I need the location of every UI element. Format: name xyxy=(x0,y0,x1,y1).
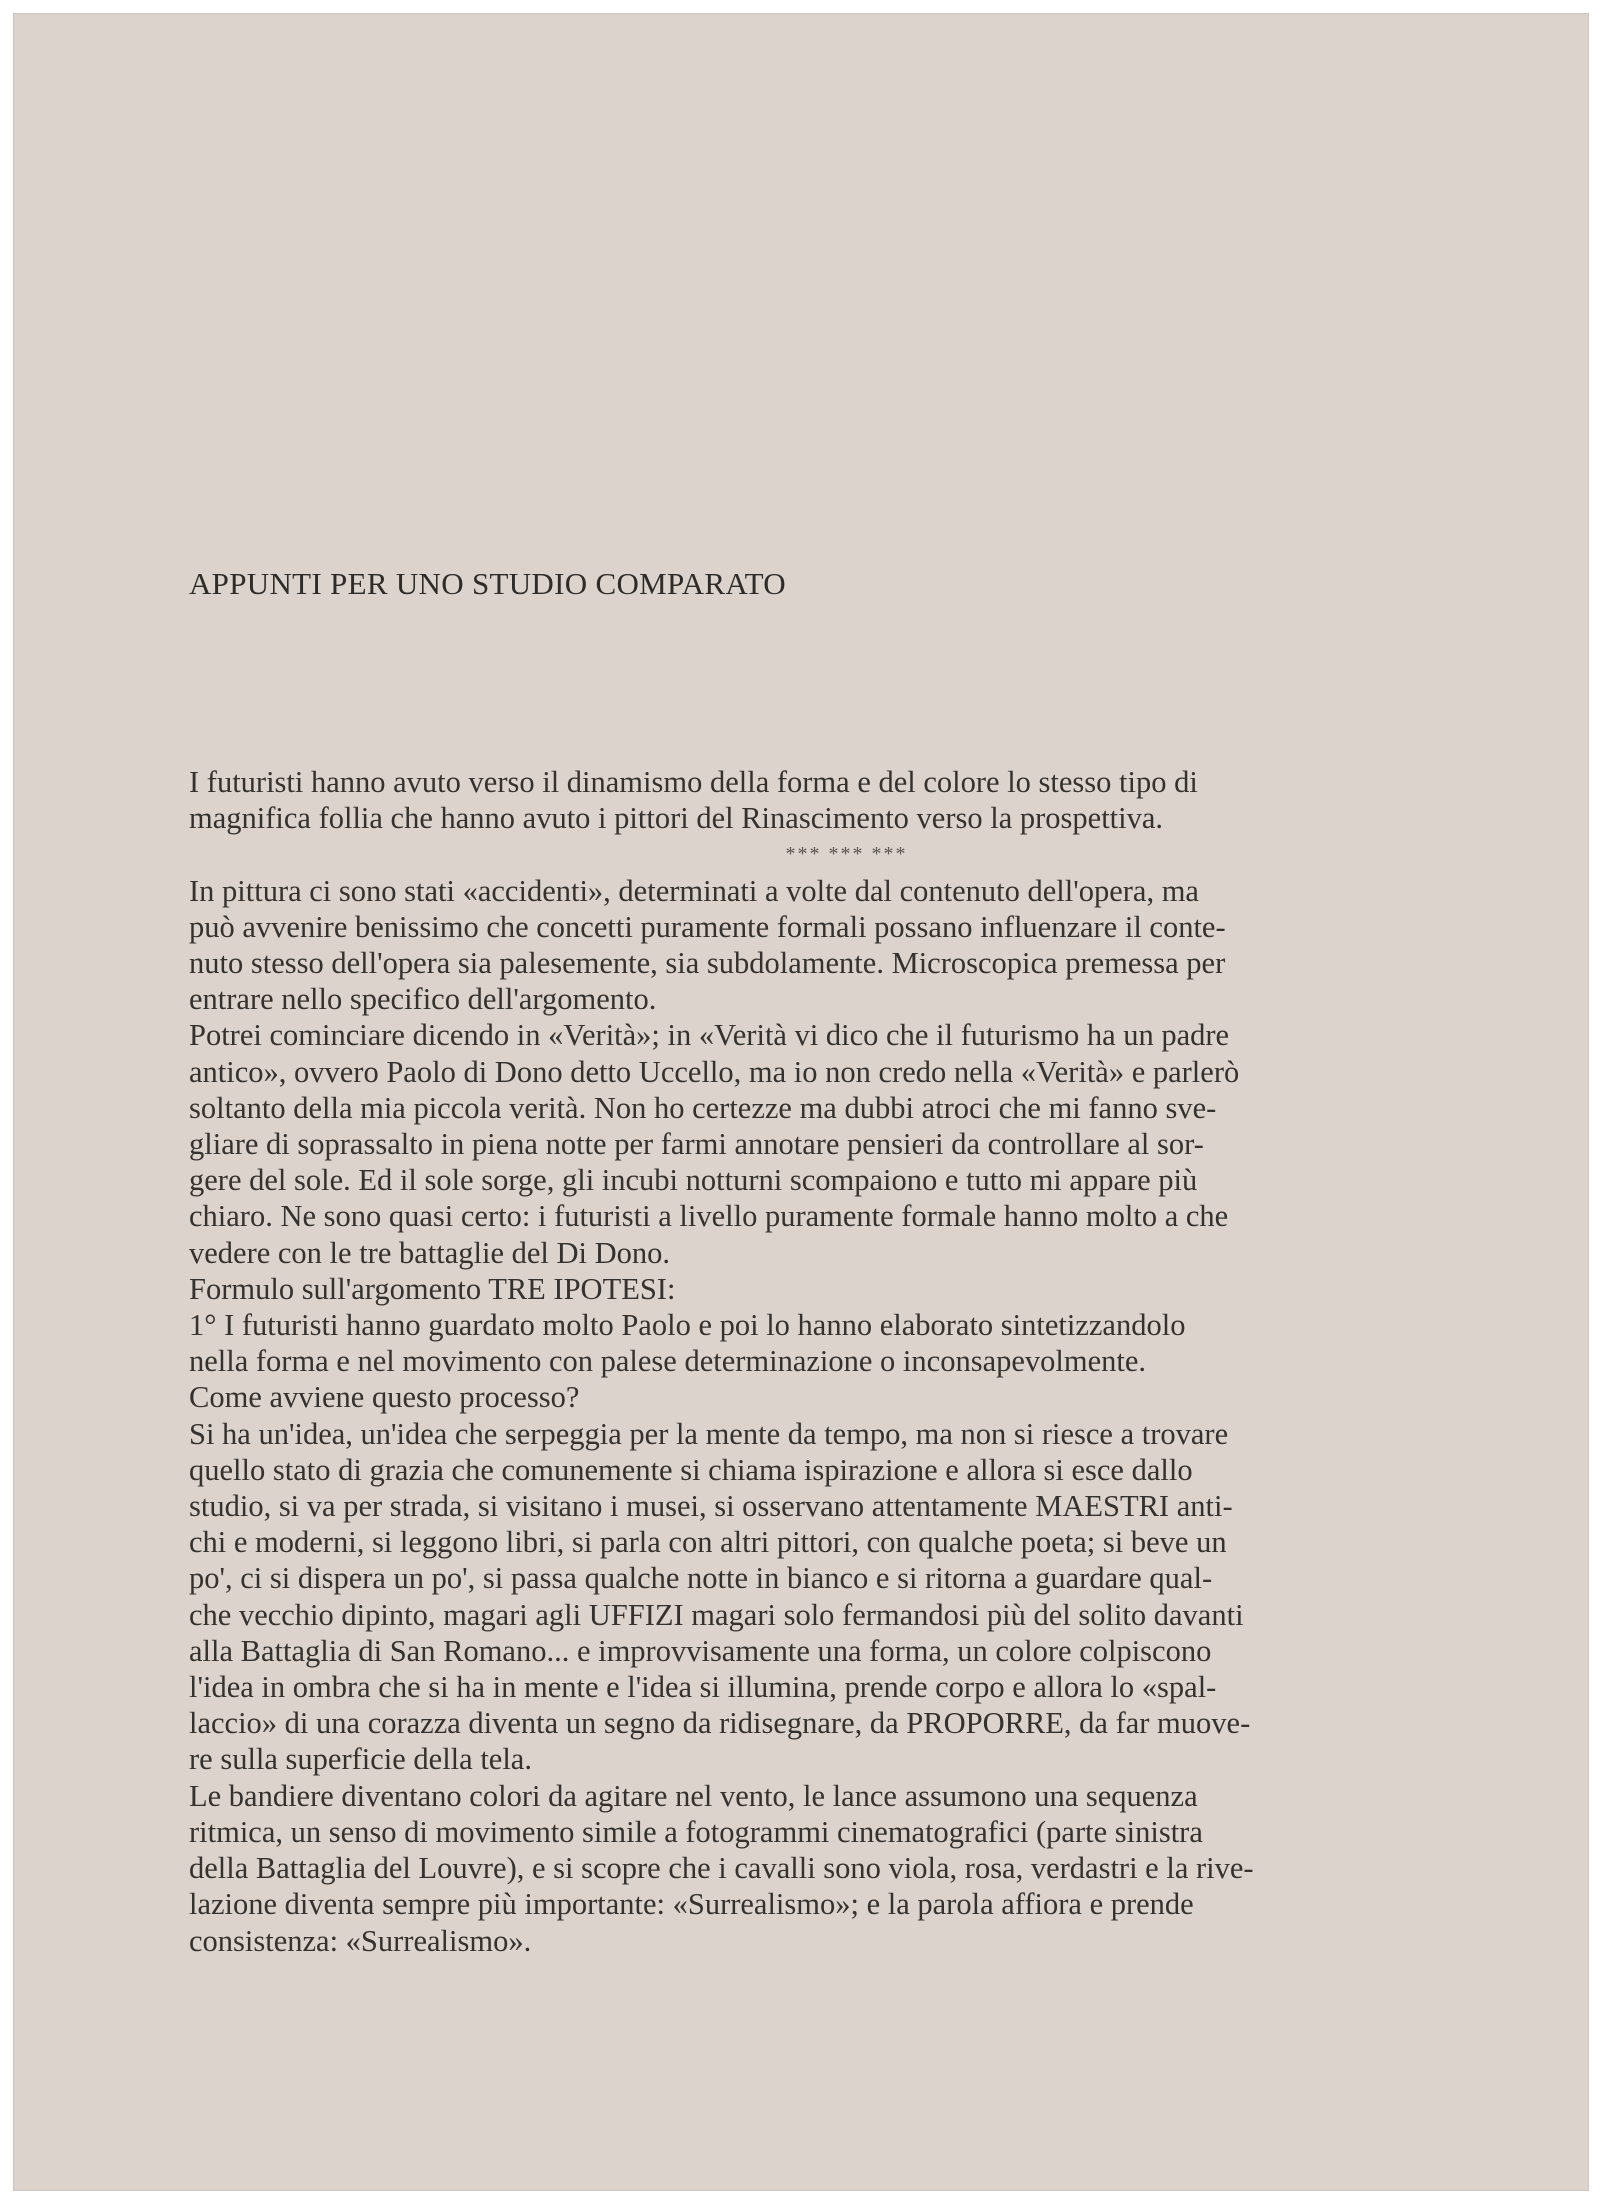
text-line: nuto stesso dell'opera sia palesemente, sia subdolamente. Microscopica premessa per xyxy=(189,946,1226,981)
text-line: laccio» di una corazza diventa un segno da ridisegnare, da PROPORRE, da far muove- xyxy=(189,1706,1251,1741)
text-line: può avvenire benissimo che concetti puramente formali possano influenzare il conte- xyxy=(189,909,1226,944)
text-line: che vecchio dipinto, magari agli UFFIZI magari solo fermandosi più del solito davanti xyxy=(189,1597,1244,1632)
text-line: vedere con le tre battaglie del Di Dono. xyxy=(189,1235,671,1270)
text-line: I futuristi hanno avuto verso il dinamismo della forma e del colore lo stesso tipo di xyxy=(189,765,1198,799)
section-separator: *** *** *** xyxy=(785,843,908,866)
text-line: gere del sole. Ed il sole sorge, gli incubi notturni scompaiono e tutto mi appare più xyxy=(189,1163,1198,1198)
text-line: entrare nello specifico dell'argomento. xyxy=(189,982,657,1017)
text-line: lazione diventa sempre più importante: «Surrealismo»; e la parola affiora e prende xyxy=(189,1887,1194,1922)
text-line: magnifica follia che hanno avuto i pittori del Rinascimento verso la prospettiva. xyxy=(189,801,1164,836)
text-line: chi e moderni, si leggono libri, si parla con altri pittori, con qualche poeta; si beve un xyxy=(189,1525,1227,1560)
text-line: studio, si va per strada, si visitano i musei, si osservano attentamente MAESTRI anti- xyxy=(189,1489,1233,1524)
text-line: Potrei cominciare dicendo in «Verità»; in «Verità vi dico che il futurismo ha un padre xyxy=(189,1018,1230,1053)
text-line: antico», ovvero Paolo di Dono detto Uccello, ma io non credo nella «Verità» e parlerò xyxy=(189,1054,1240,1089)
text-line: Le bandiere diventano colori da agitare nel vento, le lance assumono una sequenza xyxy=(189,1778,1198,1813)
text-line: In pittura ci sono stati «accidenti», determinati a volte dal contenuto dell'opera, ma xyxy=(189,873,1199,908)
body-text xyxy=(189,764,1434,1959)
text-line: soltanto della mia piccola verità. Non ho certezze ma dubbi atroci che mi fanno sve- xyxy=(189,1090,1217,1125)
page-title: APPUNTI PER UNO STUDIO COMPARATO xyxy=(189,566,786,601)
text-line: chiaro. Ne sono quasi certo: i futuristi a livello puramente formale hanno molto a che xyxy=(189,1199,1229,1234)
text-line: gliare di soprassalto in piena notte per farmi annotare pensieri da controllare al sor- xyxy=(189,1127,1204,1162)
text-line: Come avviene questo processo? xyxy=(189,1380,580,1415)
text-line: consistenza: «Surrealismo». xyxy=(189,1923,532,1958)
text-line: alla Battaglia di San Romano... e improvvisamente una forma, un colore colpiscono xyxy=(189,1633,1212,1668)
text-line: 1° I futuristi hanno guardato molto Paolo e poi lo hanno elaborato sintetizzandolo xyxy=(189,1308,1186,1343)
text-line: quello stato di grazia che comunemente si chiama ispirazione e allora si esce dallo xyxy=(189,1452,1193,1487)
text-line: Si ha un'idea, un'idea che serpeggia per la mente da tempo, ma non si riesce a trovare xyxy=(189,1416,1229,1451)
text-line: nella forma e nel movimento con palese determinazione o inconsapevolmente. xyxy=(189,1344,1147,1379)
text-line: Formulo sull'argomento TRE IPOTESI: xyxy=(189,1271,676,1306)
page-sheet xyxy=(14,14,1588,2190)
text-line: po', ci si dispera un po', si passa qualche notte in bianco e si ritorna a guardare qual- xyxy=(189,1561,1213,1596)
text-line: re sulla superficie della tela. xyxy=(189,1742,532,1777)
text-line: ritmica, un senso di movimento simile a fotogrammi cinematografici (parte sinistra xyxy=(189,1814,1203,1849)
text-line: della Battaglia del Louvre), e si scopre che i cavalli sono viola, rosa, verdastri e la rive- xyxy=(189,1851,1254,1886)
text-line: l'idea in ombra che si ha in mente e l'idea si illumina, prende corpo e allora lo «spal- xyxy=(189,1670,1217,1705)
